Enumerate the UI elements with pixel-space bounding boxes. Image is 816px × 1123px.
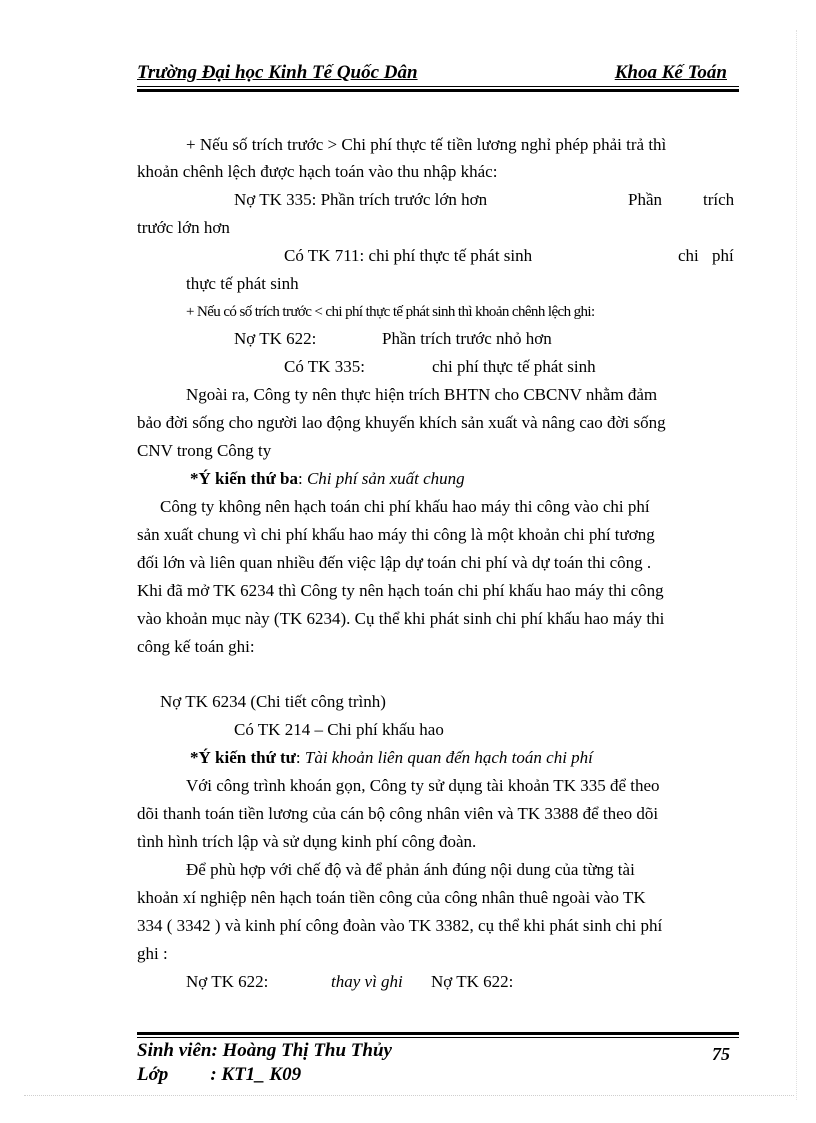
section-heading-third-opinion — [190, 469, 465, 489]
text-line: Nợ TK 6234 (Chi tiết công trình) — [160, 692, 386, 711]
text-line: Có TK 214 – Chi phí khấu hao — [234, 720, 444, 739]
text-line: Phần trích trước nhỏ hơn — [382, 329, 552, 348]
text-line: Khi đã mở TK 6234 thì Công ty nên hạch toán chi phí khấu hao máy thi công — [137, 581, 664, 600]
text-line: chi — [678, 246, 699, 265]
footer-student: Sinh viên: Hoàng Thị Thu Thủy — [137, 1040, 392, 1061]
text-line: tình hình trích lập và sử dụng kinh phí công đoàn. — [137, 832, 477, 851]
text-line: Phần — [628, 190, 662, 209]
header-rule-thin — [137, 86, 739, 87]
text-line: đối lớn và liên quan nhiều đến việc lập dự toán chi phí và dự toán thi công . — [137, 553, 652, 572]
text-line: dõi thanh toán tiền lương của cán bộ công nhân viên và TK 3388 để theo dõi — [137, 804, 659, 823]
text-line: + Nếu số trích trước > Chi phí thực tế tiền lương nghỉ phép phải trả thì — [186, 135, 667, 154]
page-edge-dotted-bottom — [24, 1095, 794, 1096]
text-line: khoản chênh lệch được hạch toán vào thu nhập khác: — [137, 162, 498, 181]
heading-label: *Ý kiến thứ ba — [190, 469, 298, 488]
page-number: 75 — [712, 1044, 730, 1064]
text-line: vào khoản mục này (TK 6234). Cụ thể khi phát sinh chi phí khấu hao máy thi — [137, 609, 665, 628]
text-line: Nợ TK 622: — [186, 972, 269, 991]
text-line: bảo đời sống cho người lao động khuyến khích sản xuất và nâng cao đời sống — [137, 413, 666, 432]
text-line: chi phí thực tế phát sinh — [432, 357, 596, 376]
footer-class — [137, 1064, 301, 1086]
text-line: Ngoài ra, Công ty nên thực hiện trích BHTN cho CBCNV nhằm đảm — [186, 385, 658, 404]
heading-label: *Ý kiến thứ tư — [190, 748, 296, 767]
text-line: khoản xí nghiệp nên hạch toán tiền công của công nhân thuê ngoài vào TK — [137, 888, 646, 907]
text-line: sản xuất chung vì chi phí khấu hao máy thi công là một khoản chi phí tương — [137, 525, 655, 544]
text-line: phí — [712, 246, 734, 265]
heading-topic: Tài khoản liên quan đến hạch toán chi phí — [304, 748, 593, 767]
text-line: Nợ TK 335: Phần trích trước lớn hơn — [234, 190, 488, 209]
text-line: Công ty không nên hạch toán chi phí khấu hao máy thi công vào chi phí — [160, 497, 650, 516]
text-line: trước lớn hơn — [137, 218, 230, 237]
footer-class-value: : KT1_ K09 — [210, 1064, 302, 1085]
text-line: thực tế phát sinh — [186, 274, 299, 293]
text-line: + Nếu có số trích trước < chi phí thực tế phát sinh thì khoản chênh lệch ghi: — [186, 304, 595, 320]
text-line: 334 ( 3342 ) và kinh phí công đoàn vào TK 3382, cụ thể khi phát sinh chi phí — [137, 916, 663, 935]
text-line: ghi : — [137, 944, 168, 963]
footer-rule-thin — [137, 1037, 739, 1038]
page-edge-dotted-right — [796, 30, 797, 1100]
text-line: Có TK 711: chi phí thực tế phát sinh — [284, 246, 533, 265]
header-university: Trường Đại học Kinh Tế Quốc Dân — [137, 62, 418, 83]
header-faculty: Khoa Kế Toán — [614, 62, 727, 83]
heading-topic: Chi phí sản xuất chung — [306, 469, 465, 488]
text-line: Với công trình khoán gọn, Công ty sử dụng tài khoản TK 335 để theo — [186, 776, 660, 795]
text-line: Có TK 335: — [284, 357, 365, 376]
text-line: Nợ TK 622: — [431, 972, 514, 991]
heading-colon: : — [295, 748, 305, 767]
text-line: Để phù hợp với chế độ và để phản ánh đúng nội dung của từng tài — [186, 860, 635, 879]
text-line: CNV trong Công ty — [137, 441, 272, 460]
text-line: Nợ TK 622: — [234, 329, 317, 348]
footer-class-label: Lớp — [137, 1064, 169, 1085]
header-rule-thick — [137, 89, 739, 92]
heading-colon: : — [297, 469, 307, 488]
text-line: thay vì ghi — [331, 972, 403, 991]
footer-rule-thick — [137, 1032, 739, 1035]
page-header — [137, 60, 739, 86]
text-line: công kế toán ghi: — [137, 637, 255, 656]
section-heading-fourth-opinion — [190, 748, 593, 768]
text-line: trích — [703, 190, 735, 209]
